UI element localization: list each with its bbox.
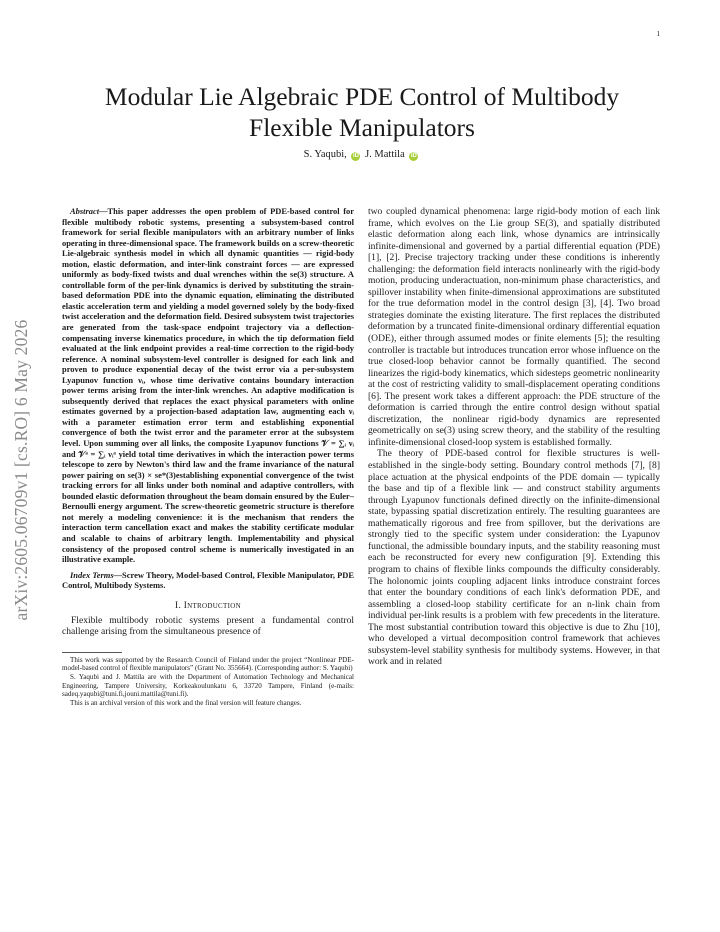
abstract-text: —This paper addresses the open problem of PDE-based control for flexible multibody robotic systems, presenting a subsystem-based control framework for serial flexible manipulators with an arbitrary number of links operating in three-dimensional space. The framework builds on a screw-theoretic Lie-algebraic synthesis model in which all dynamic quantities — rigid-body motion, elastic deformation, and inter-link constraint forces — are expressed uniformly as body-fixed twists and dual wrenches within the se(3) structure. A controllable form of the per-link dynamics is derived by substituting the strain-based deformation PDE into the dynamic equation, eliminating the distributed elastic acceleration term and yielding a model governed solely by the body-fixed twist acceleration and the deformation field. Desired subsystem twist trajectories are generated from the task-space endpoint trajectory via a deflection-compensating inverse kinematics procedure, in which the tip deformation field evaluated at the link endpoint provides a real-time correction to the rigid-body reference. A nominal subsystem-level controller is designed for each link and proven to produce exponential decay of the twist error via a per-subsystem Lyapunov function νᵢ, whose time derivative contains boundary interaction power terms arising from the inter-link wrenches. An adaptive modification is subsequently derived that replaces the exact physical parameters with online estimates governed by a projection-based adaptation law, augmenting each νᵢ with a parameter estimation error term and establishing exponential convergence of both the twist error and the parameter error at the subsystem level. Upon summing over all links, the composite Lyapunov functions 𝒱 = ∑ᵢ νᵢ and 𝒱ᵃ = ∑ᵢ νᵢᵃ yield total time derivatives in which the interaction power terms telescope to zero by Newton's third law and the frame invariance of the natural power pairing on se(3) × se*(3)establishing exponential convergence of the twist tracking errors for all links under both nominal and adaptive controllers, with bounded elastic deformation throughout the beam domain ensured by the Euler–Bernoulli energy argument. The screw-theoretic geometric structure is therefore not merely a modeling convenience: it is the mechanism that renders the interaction term cancellation exact and makes the stability certificate modular and scalable to chains of arbitrary length. Implementability and physical consistency of the proposed control scheme is numerically investigated in an illustrative example. — [62, 206, 354, 565]
paper-title: Modular Lie Algebraic PDE Control of Multibody Flexible Manipulators — [104, 82, 620, 143]
orcid-icon[interactable]: iD — [410, 153, 417, 159]
footnote-funding: This work was supported by the Research Council of Finland under the project “Nonlinear PDE-model-based control of flexible manipulators” (Grant No. 355664). (Corresponding author: S. Yaqubi) — [62, 655, 354, 673]
author-line — [62, 149, 662, 161]
intro-paragraph-pde-theory: The theory of PDE-based control for flexible structures is well-established in the single-body setting. Boundary control methods [7], [8] place actuation at the physical endpoints of the PDE domain — typically the base and tip of a flexible link — and construct stability arguments through Lyapunov functionals defined directly on the infinite-dimensional state, bypassing spatial discretization entirely. The resulting guarantees are mathematically rigorous and free from spillover, but the derivations are strongly tied to the specific system under consideration: the Lyapunov functional, the admissible boundary inputs, and the stability reasoning must each be reconstructed for every new configuration [9]. Extending this program to chains of flexible links compounds the difficulty considerably. The holonomic joints coupling adjacent links introduce constraint forces that enter the boundary conditions of each link's deformation PDE, and assembling a closed-loop stability certificate for an n-link chain from individual per-link results is a problem with few precedents in the literature. The most substantial contribution toward this objective is due to Zhu [10], who developed a virtual decomposition control framework that achieves subsystem-level stability synthesis for multibody systems. However, in that work and in related — [368, 448, 660, 668]
arxiv-identifier-stamp: arXiv:2605.06709v1 [cs.RO] 6 May 2026 — [11, 319, 31, 621]
intro-paragraph-continued: two coupled dynamical phenomena: large rigid-body motion of each link frame, which evolves on the Lie group SE(3), and spatially distributed elastic deformation along each link, whose dynamics are intrinsically infinite-dimensional and governed by a partial differential equation (PDE) [1], [2]. Precise trajectory tracking under these conditions is inherently challenging: the deformation field interacts nonlinearly with the rigid-body motion, producing underactuation, non-minimum phase characteristics, and spillover instability when finite-dimensional approximations are substituted for the true deformation model in the control design [3], [4]. Two broad strategies dominate the existing literature. The first replaces the distributed deformation by a truncated finite-dimensional ordinary differential equation (ODE), either through assumed modes or finite elements [5]; the resulting controller is tractable but introduces truncation error whose influence on the true closed-loop behavior cannot be formally quantified. The second linearizes the rigid-body kinematics, which sidesteps geometric nonlinearity at the cost of restricting validity to small-displacement operating conditions [6]. The present work takes a different approach: the PDE structure of the deformation is carried through the entire control design without spatial discretization, the nonlinear rigid-body dynamics are represented geometrically on se(3) using screw theory, and the stability of the resulting infinite-dimensional closed-loop system is established formally. — [368, 206, 660, 448]
footnote-divider — [62, 652, 122, 653]
right-column — [368, 206, 660, 668]
left-column — [62, 206, 354, 707]
page-number: 1 — [656, 30, 660, 38]
section-heading-introduction: I. Introduction — [175, 600, 241, 611]
index-terms-label: Index Terms — [70, 569, 114, 580]
intro-paragraph: Flexible multibody robotic systems present a fundamental control challenge arising from the simultaneous presence of — [62, 614, 354, 638]
abstract-label: Abstract — [70, 206, 100, 216]
index-terms — [62, 570, 354, 591]
author-yaqubi: S. Yaqubi, — [303, 149, 347, 160]
author-mattila: J. Mattila — [365, 149, 405, 160]
index-terms-text: —Screw Theory, Model-based Control, Flexible Manipulator, PDE Control, Multibody Systems. — [62, 569, 354, 591]
orcid-icon[interactable]: iD — [352, 153, 359, 159]
footnote-archival: This is an archival version of this work and the final version will feature changes. — [70, 698, 302, 707]
footnote-affiliation: S. Yaqubi and J. Mattila are with the Department of Automation Technology and Mechanical Engineering, Tampere University, Korkeakoulunkatu 6, 33720 Tampere, Finland (e-mails: sadeq.yaqubi@tuni.fi,jouni.mattila@tuni.fi). — [62, 672, 354, 699]
abstract — [62, 206, 354, 565]
